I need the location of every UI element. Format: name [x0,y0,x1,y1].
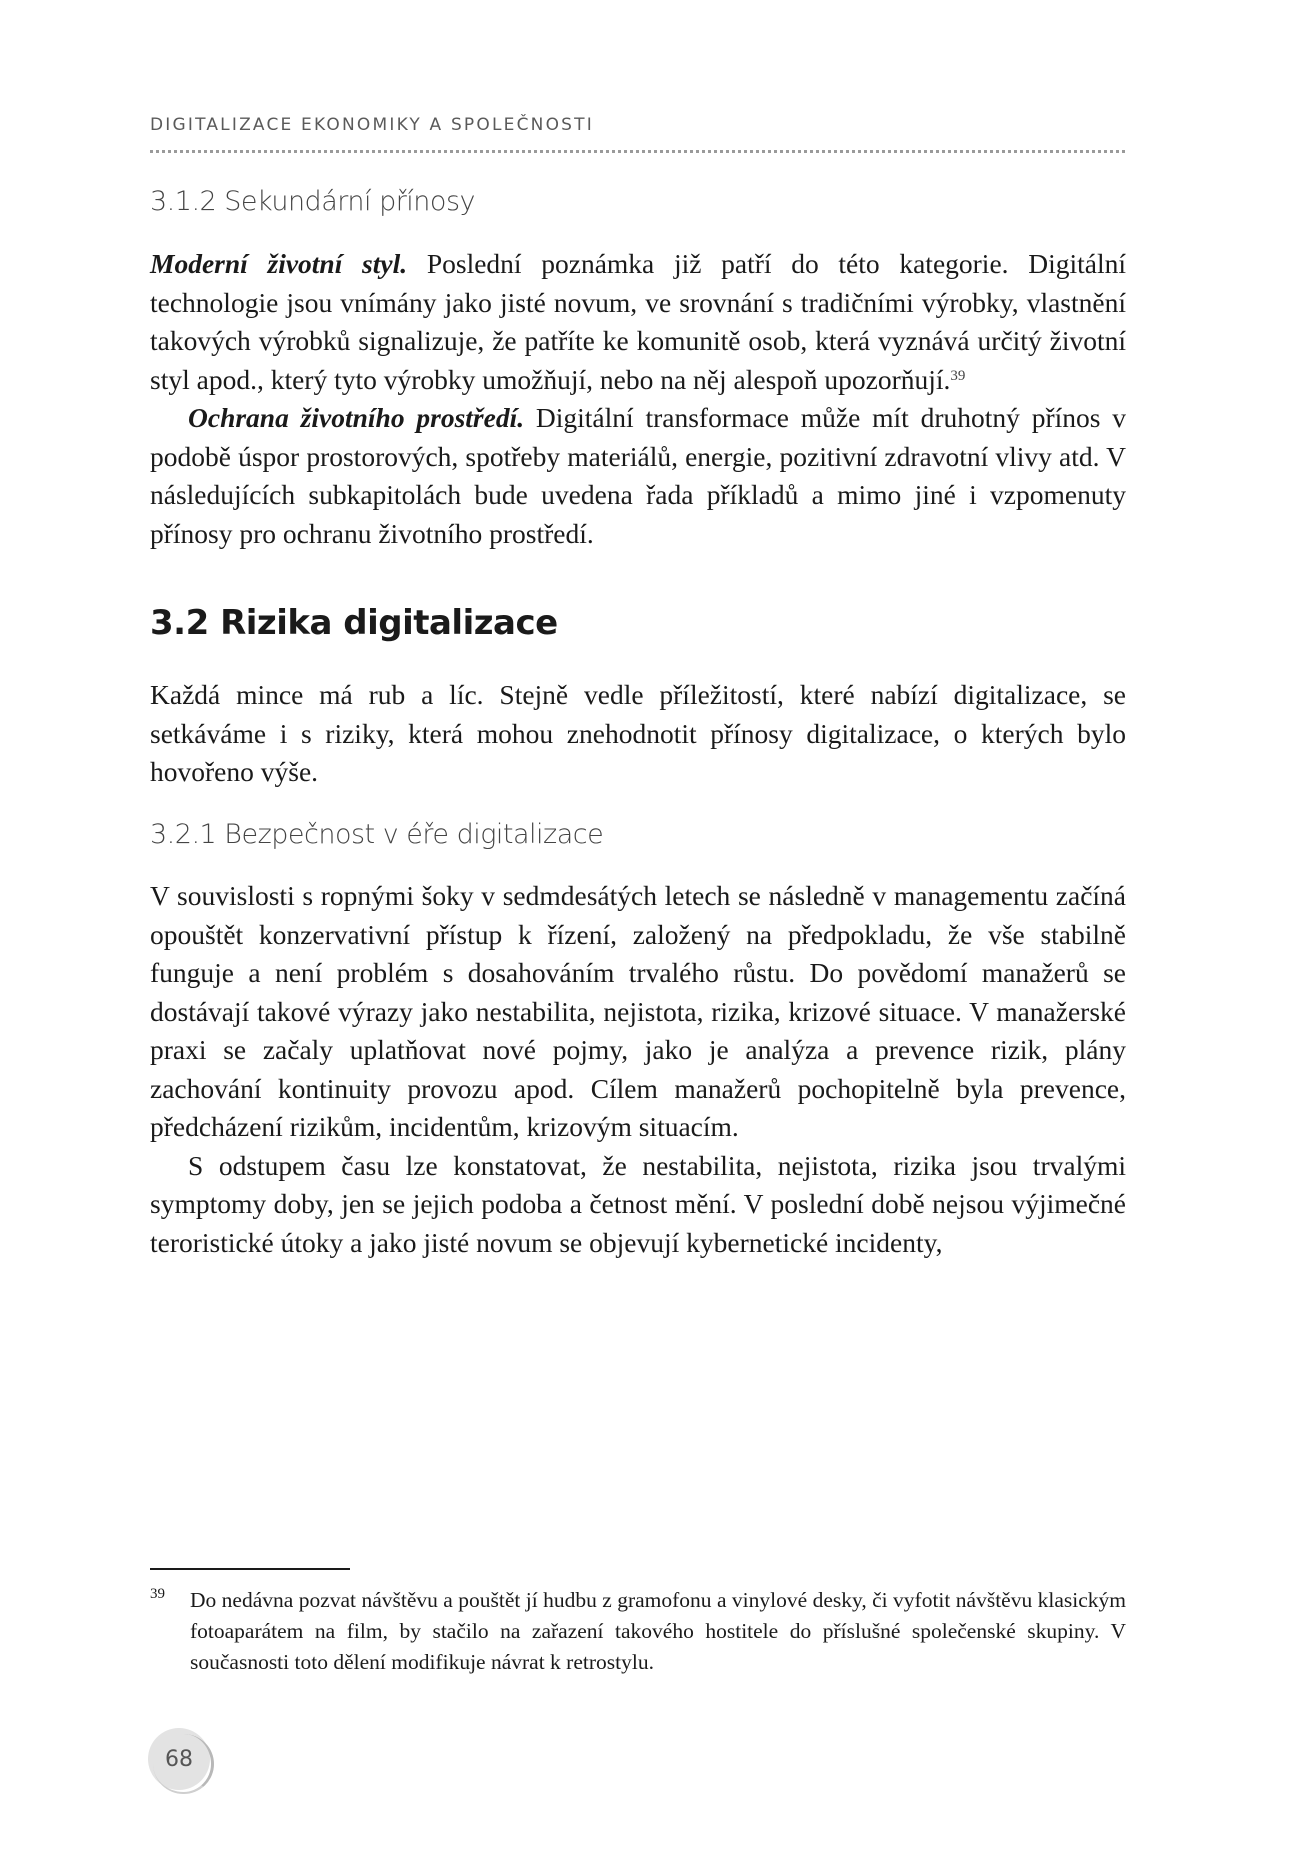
section-3-1-2-body [150,245,1126,553]
paragraph-security-1: V souvislosti s ropnými šoky v sedmdesátých letech se následně v managementu začíná opouštět konzervativní přístup k řízení, založený na předpokladu, že vše stabilně funguje a není problém s dosahováním trvalého růstu. Do povědomí manažerů se dostávají takové výrazy jako nestabilita, nejistota, rizika, krizové situace. V manažerské praxi se začaly uplatňovat nové pojmy, jako je analýza a prevence rizik, plány zachování kontinuity provozu apod. Cílem manažerů pochopitelně byla prevence, předcházení rizikům, incidentům, krizovým situacím. [150,880,1126,1142]
paragraph-lead: Moderní životní styl. [150,248,408,279]
paragraph-text: Digitální transformace může mít druhotný přínos v podobě úspor prostorových, spotřeby materiálů, energie, pozitivní zdravotní vlivy atd. V následujících subkapitolách bude uvedena řada příkladů a mimo jiné i vzpomenuty přínosy pro ochranu životního prostředí. [150,402,1126,549]
header-divider [150,150,1125,153]
section-3-2-intro [150,676,1126,792]
paragraph-lead: Ochrana životního prostředí. [188,402,525,433]
section-3-2-1-body [150,877,1126,1262]
paragraph-intro: Každá mince má rub a líc. Stejně vedle příležitostí, které nabízí digitalizace, se setkáváme i s riziky, která mohou znehodnotit přínosy digitalizace, o kterých bylo hovořeno výše. [150,679,1126,787]
section-3-2-heading: 3.2 Rizika digitalizace [150,603,558,643]
page-number-label: 68 [165,1746,193,1772]
paragraph-text: Poslední poznámka již patří do této kategorie. Digitální technologie jsou vnímány jako jisté novum, ve srovnání s tradičními výrobky, vlastnění takových výrobků signalizuje, že patříte ke komunitě osob, která vyznává určitý životní styl apod., který tyto výrobky umožňují, nebo na něj alespoň upozorňují. [150,248,1126,395]
paragraph-environment [150,399,1126,553]
section-3-1-2-heading: 3.1.2 Sekundární přínosy [150,186,475,217]
footnote-reference: 39 [950,367,966,384]
section-3-2-1-heading: 3.2.1 Bezpečnost v éře digitalizace [150,819,604,850]
paragraph-security-2: S odstupem času lze konstatovat, že nestabilita, nejistota, rizika jsou trvalými symptomy doby, jen se jejich podoba a četnost mění. V poslední době nejsou výjimečné teroristické útoky a jako jisté novum se objevují kybernetické incidenty, [150,1149,1126,1258]
paragraph-modern-lifestyle [150,245,1126,399]
footnote [150,1585,1126,1678]
footnote-number: 39 [150,1586,165,1602]
footnote-divider [150,1568,350,1570]
running-header: DIGITALIZACE EKONOMIKY A SPOLEČNOSTI [150,115,594,135]
footnote-text: Do nedávna pozvat návštěvu a pouštět jí hudbu z gramofonu a vinylové desky, či vyfotit návštěvu klasickým fotoaparátem na film, by stačilo na zařazení takového hostitele do příslušné společenské skupiny. V současnosti toto dělení modifikuje návrat k retrostylu. [190,1588,1126,1674]
page-number [148,1728,210,1790]
